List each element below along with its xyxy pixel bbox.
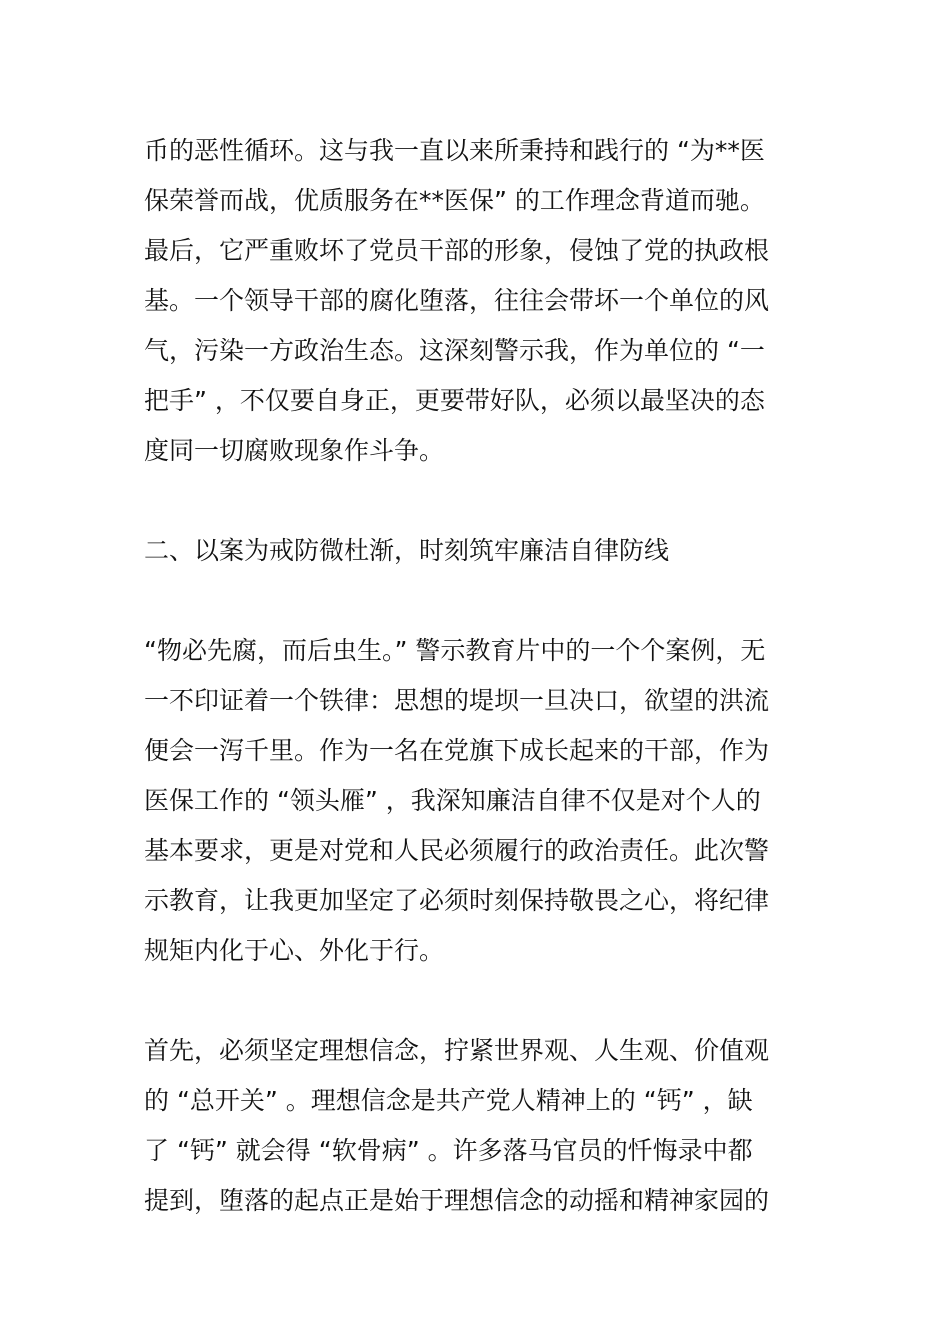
paragraph-2 [144,626,810,976]
text-line: 基。一个领导干部的腐化堕落，往往会带坏一个单位的风 [144,286,770,315]
text-line: 首先，必须坚定理想信念，拧紧世界观、人生观、价值观 [144,1036,770,1065]
document-body [144,126,810,1276]
text-line: 基本要求，更是对党和人民必须履行的政治责任。此次警 [144,836,770,865]
text-line: “物必先腐，而后虫生。” 警示教育片中的一个个案例，无 [144,636,766,665]
paragraph-3 [144,1026,810,1226]
text-line: 提到，堕落的起点正是始于理想信念的动摇和精神家园的 [144,1186,770,1215]
text-line: 医保工作的 “领头雁” ，我深知廉洁自律不仅是对个人的 [144,786,761,815]
text-line: 最后，它严重败坏了党员干部的形象，侵蚀了党的执政根 [144,236,770,265]
text-line: 的 “总开关” 。理想信念是共产党人精神上的 “钙” ，缺 [144,1086,753,1115]
paragraph-1 [144,126,810,476]
text-line: 保荣誉而战，优质服务在**医保” 的工作理念背道而驰。 [144,186,765,215]
section-heading [144,526,810,576]
text-line: 把手” ，不仅要自身正，更要带好队，必须以最坚决的态 [144,386,765,415]
text-line: 便会一泻千里。作为一名在党旗下成长起来的干部，作为 [144,736,770,765]
text-line: 气，污染一方政治生态。这深刻警示我，作为单位的 “一 [144,336,765,365]
text-line: 一不印证着一个铁律：思想的堤坝一旦决口，欲望的洪流 [144,686,770,715]
heading-text: 二、以案为戒防微杜渐，时刻筑牢廉洁自律防线 [144,536,670,565]
text-line: 示教育，让我更加坚定了必须时刻保持敬畏之心，将纪律 [144,886,770,915]
text-line: 规矩内化于心、外化于行。 [144,936,445,965]
text-line: 了 “钙” 就会得 “软骨病” 。许多落马官员的忏悔录中都 [144,1136,753,1165]
text-line: 度同一切腐败现象作斗争。 [144,436,445,465]
text-line: 币的恶性循环。这与我一直以来所秉持和践行的 “为**医 [144,136,765,165]
